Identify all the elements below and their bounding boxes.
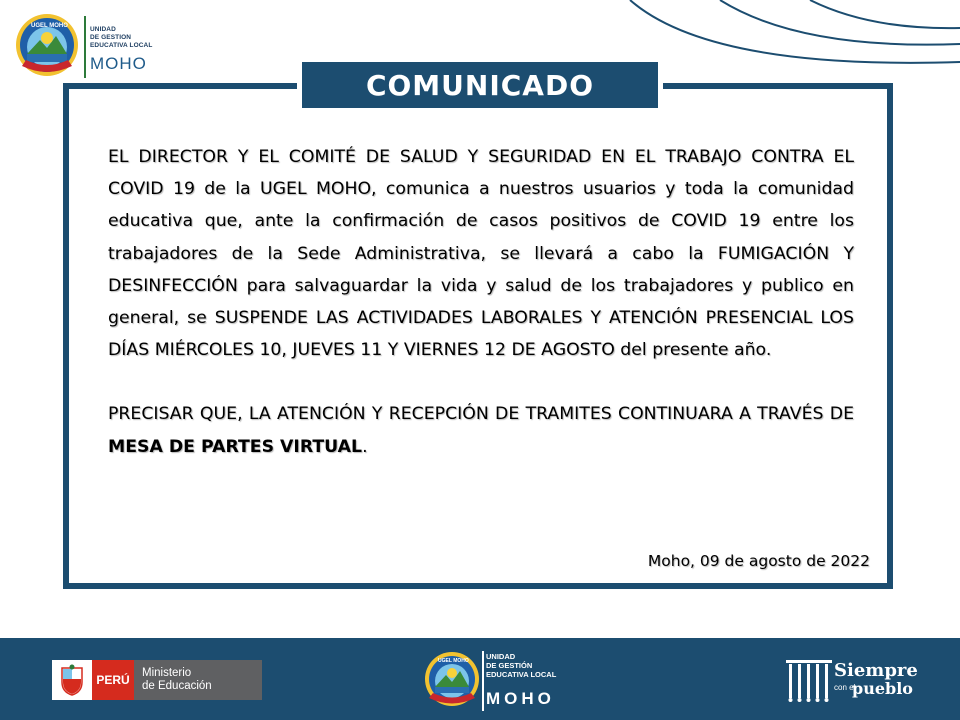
ugel-moho-header-logo	[12, 10, 162, 82]
ministerio-label	[134, 660, 262, 700]
footer-bar	[0, 638, 960, 720]
slogan-con-el: con el	[834, 683, 856, 692]
footer-seal-text: UGEL MOHO	[438, 658, 469, 664]
peru-shield-box	[52, 660, 92, 700]
notice-title: COMUNICADO	[365, 68, 595, 102]
notice-paragraph-1: EL DIRECTOR Y EL COMITÉ DE SALUD Y SEGURIDAD EN EL TRABAJO CONTRA EL COVID 19 de la UGEL MOHO, comunica a nuestros usuarios y toda la comunidad educativa que, ante la confirmación de casos positivos de COVID 19 entre los trabajadores de la Sede Administrativa, se llevará a cabo la FUMIGACIÓN Y DESINFECCIÓN para salvaguardar la vida y salud de los trabajadores y publico en general, se SUSPENDE LAS ACTIVIDADES LABORALES Y ATENCIÓN PRESENCIAL LOS DÍAS MIÉRCOLES 10, JUEVES 11 Y VIERNES 12 DE AGOSTO del presente año.	[108, 147, 854, 361]
footer-logo-line-1: UNIDAD	[486, 652, 516, 661]
paragraph-2-end: .	[362, 436, 368, 457]
siempre-con-el-pueblo-logo	[786, 658, 916, 704]
minedu-logo	[52, 660, 262, 700]
notice-title-bar	[302, 62, 658, 108]
footer-ugel-logo	[424, 643, 574, 715]
peru-label: PERÚ	[92, 660, 134, 700]
peru-coat-of-arms-icon	[57, 664, 87, 696]
logo-line-2: DE GESTION	[90, 34, 132, 41]
paragraph-2-text: PRECISAR QUE, LA ATENCIÓN Y RECEPCIÓN DE TRAMITES CONTINUARA A TRAVÉS DE	[108, 404, 854, 425]
header-seal-text: UGEL MOHO	[31, 23, 68, 29]
pillars-icon	[786, 658, 832, 704]
slogan-pueblo: pueblo	[852, 679, 913, 698]
notice-body	[108, 141, 854, 463]
logo-divider	[84, 16, 86, 78]
logo-line-3: EDUCATIVA LOCAL	[90, 42, 153, 49]
ministerio-line-1: Ministerio	[142, 667, 192, 679]
ugel-seal-icon	[14, 12, 80, 78]
footer-logo-line-3: EDUCATIVA LOCAL	[486, 670, 557, 679]
logo-name: MOHO	[90, 54, 147, 73]
ministerio-line-2: de Educación	[142, 680, 212, 692]
notice-date: Moho, 09 de agosto de 2022	[647, 552, 870, 570]
footer-logo-divider	[482, 651, 484, 711]
mesa-de-partes-virtual: MESA DE PARTES VIRTUAL	[108, 436, 363, 457]
logo-line-1: UNIDAD	[90, 26, 116, 33]
footer-logo-line-2: DE GESTIÓN	[486, 661, 533, 670]
notice-paragraph-2	[108, 398, 854, 462]
slogan-siempre: Siempre	[834, 660, 918, 681]
footer-logo-name: MOHO	[486, 689, 555, 708]
